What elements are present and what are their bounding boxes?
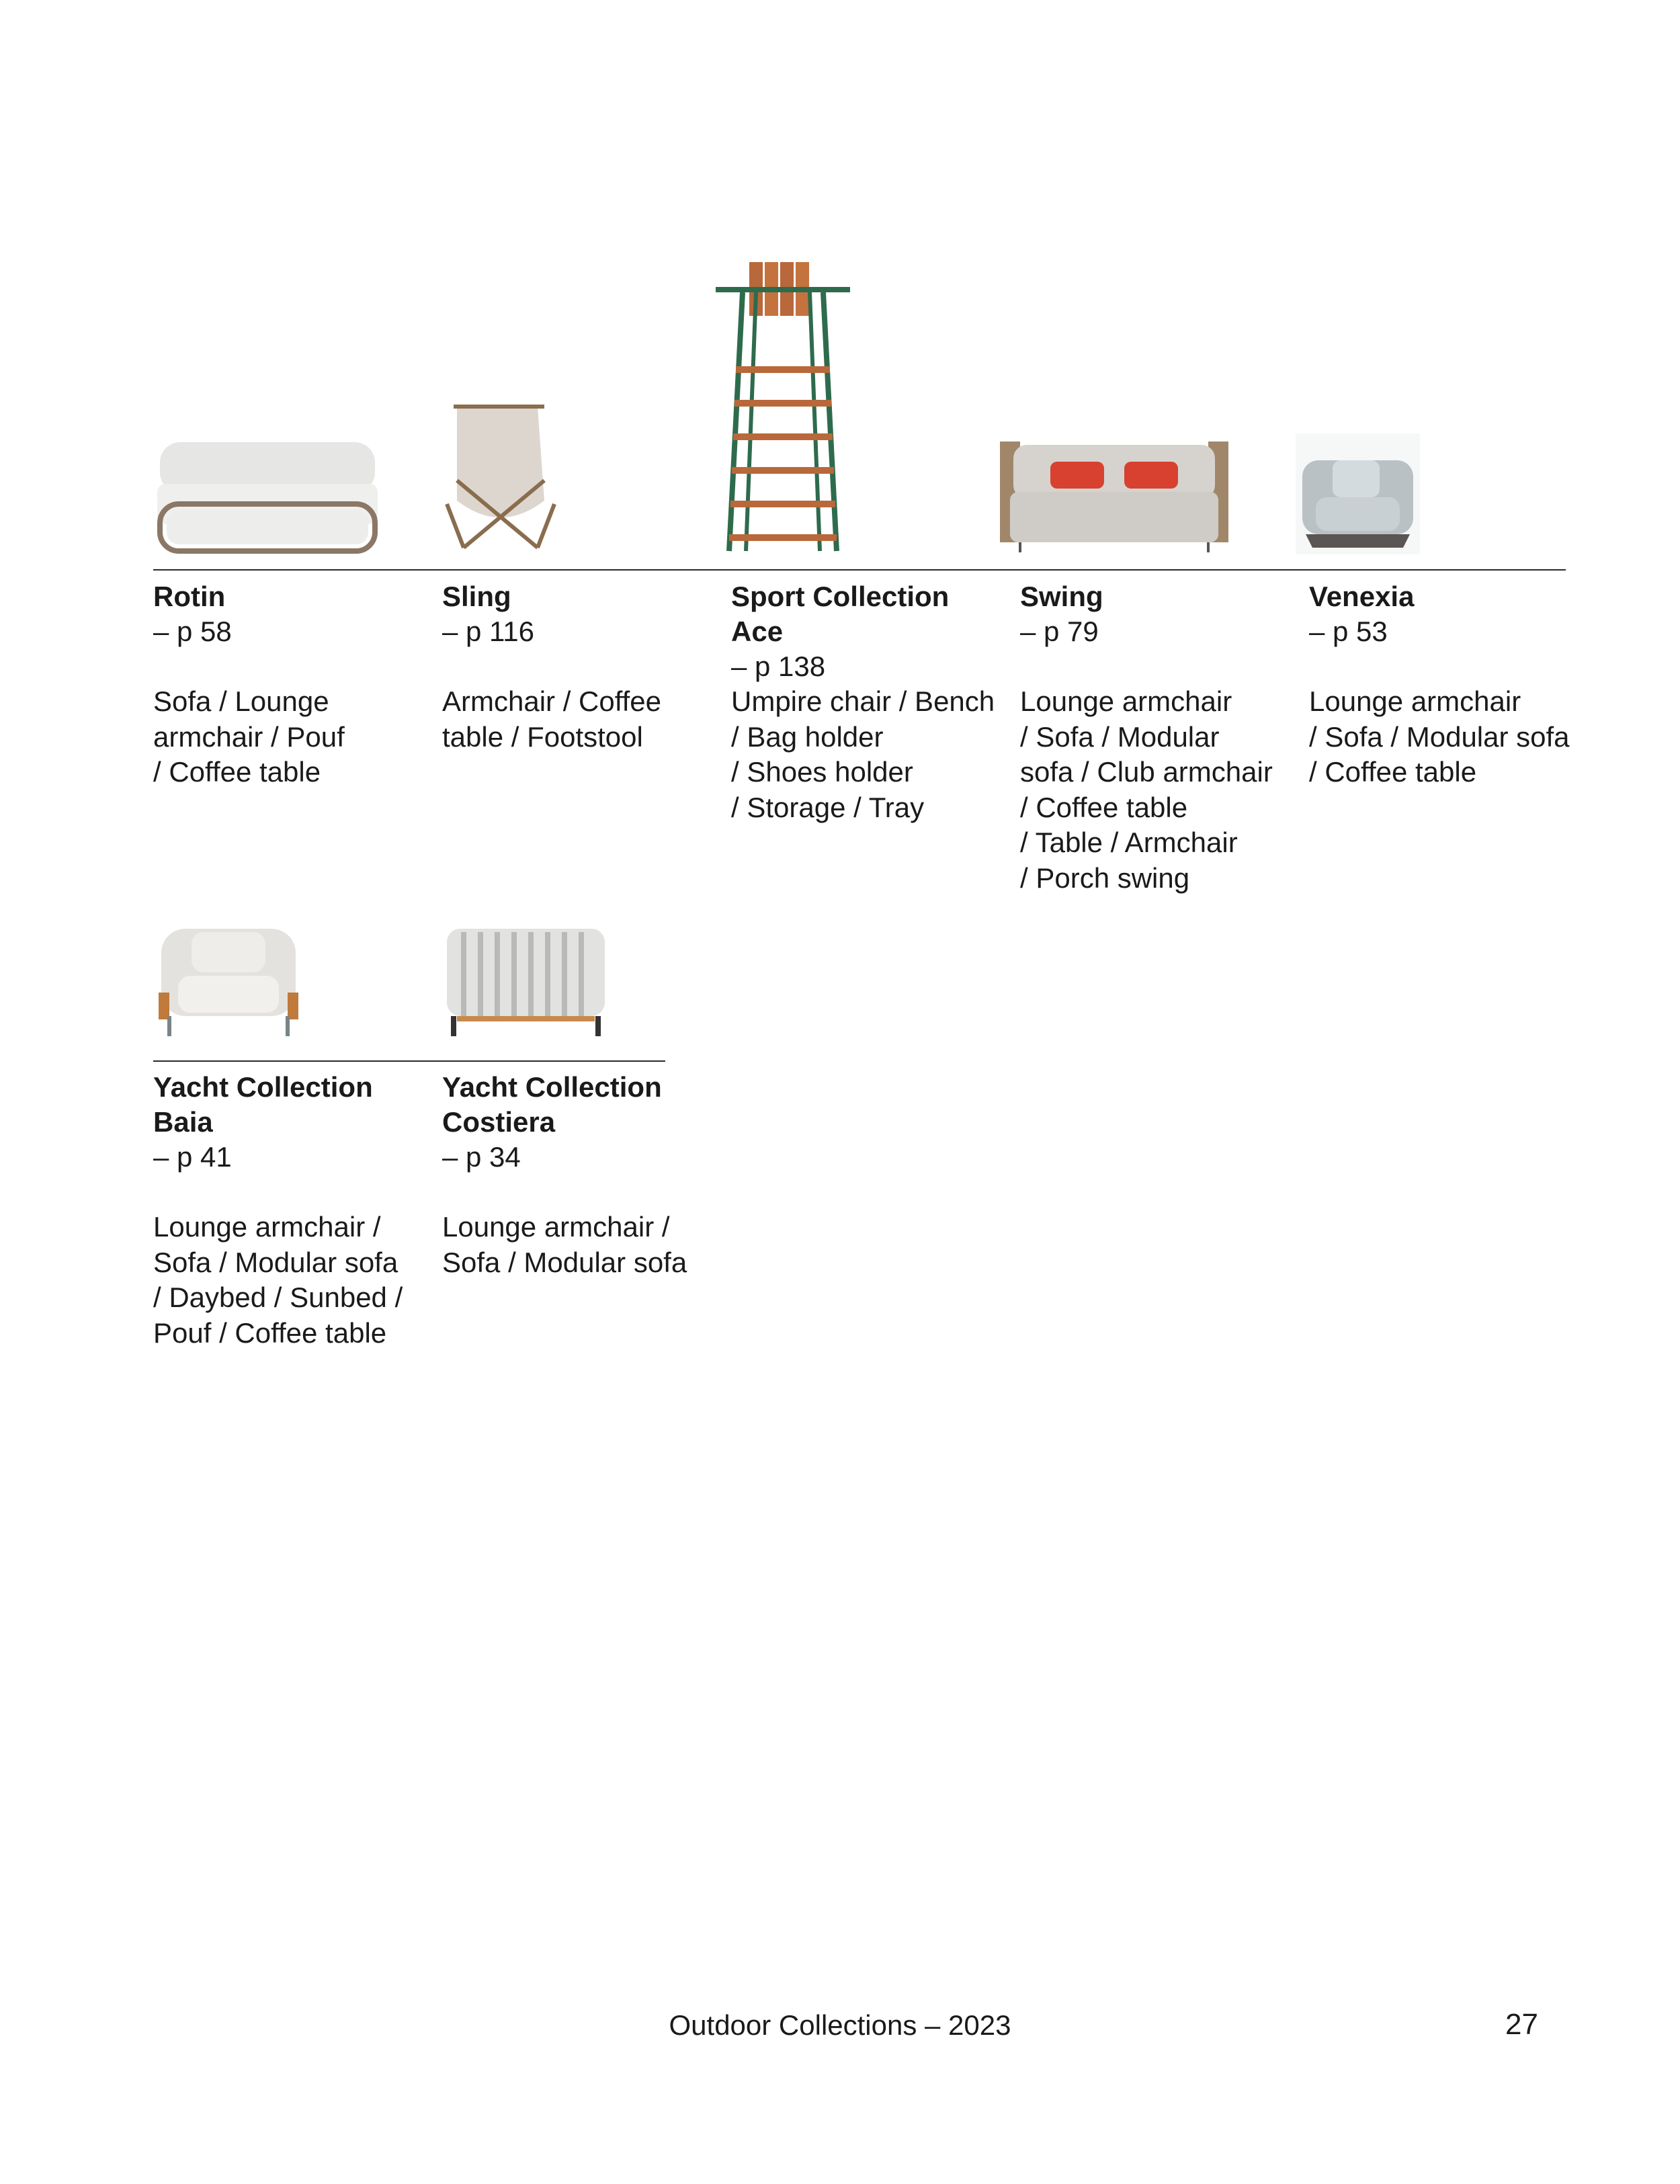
item-page: – p 34 <box>442 1141 521 1173</box>
item-name: Yacht Collection Costiera <box>442 1071 662 1138</box>
catalog-item-rotin <box>153 579 435 790</box>
item-description: Sofa / Lounge armchair / Pouf / Coffee table <box>153 685 345 788</box>
row-1-divider <box>153 569 1566 571</box>
item-description: Lounge armchair / Sofa / Modular sofa <box>442 1211 687 1278</box>
sling-chair-icon <box>437 400 564 554</box>
catalog-item-venexia <box>1309 579 1591 790</box>
catalog-item-swing <box>1020 579 1302 896</box>
catalog-item-baia <box>153 1070 435 1351</box>
item-page: – p 138 <box>731 650 826 682</box>
catalog-item-ace <box>731 579 1013 825</box>
item-page: – p 79 <box>1020 616 1099 647</box>
item-description: Armchair / Coffee table / Footstool <box>442 685 662 753</box>
item-name: Sling <box>442 581 511 612</box>
item-name: Yacht Collection Baia <box>153 1071 373 1138</box>
catalog-item-costiera <box>442 1070 724 1280</box>
footer-title: Outdoor Collections – 2023 <box>669 2009 1011 2041</box>
item-name: Venexia <box>1309 581 1415 612</box>
item-page: – p 41 <box>153 1141 232 1173</box>
catalog-item-sling <box>442 579 724 755</box>
costiera-armchair-icon <box>444 922 608 1040</box>
row-2-divider <box>153 1060 665 1062</box>
sofa-rotin-icon <box>153 437 382 558</box>
item-description: Umpire chair / Bench / Bag holder / Shoes holder / Storage / Tray <box>731 685 995 823</box>
item-description: Lounge armchair / Sofa / Modular sofa / Coffee table <box>1309 685 1570 788</box>
umpire-chair-icon <box>716 259 850 554</box>
item-name: Swing <box>1020 581 1103 612</box>
page-number: 27 <box>1505 2008 1538 2041</box>
item-description: Lounge armchair / Sofa / Modular sofa / Daybed / Sunbed / Pouf / Coffee table <box>153 1211 403 1349</box>
item-page: – p 58 <box>153 616 232 647</box>
item-page: – p 116 <box>442 616 535 647</box>
venexia-armchair-icon <box>1296 433 1420 554</box>
item-name: Rotin <box>153 581 226 612</box>
swing-sofa-icon <box>1000 438 1228 556</box>
item-description: Lounge armchair / Sofa / Modular sofa / Club armchair / Coffee table / Table / Armchair / Porch swing <box>1020 685 1273 894</box>
item-name: Sport Collection Ace <box>731 581 950 647</box>
baia-armchair-icon <box>155 922 302 1040</box>
item-page: – p 53 <box>1309 616 1388 647</box>
